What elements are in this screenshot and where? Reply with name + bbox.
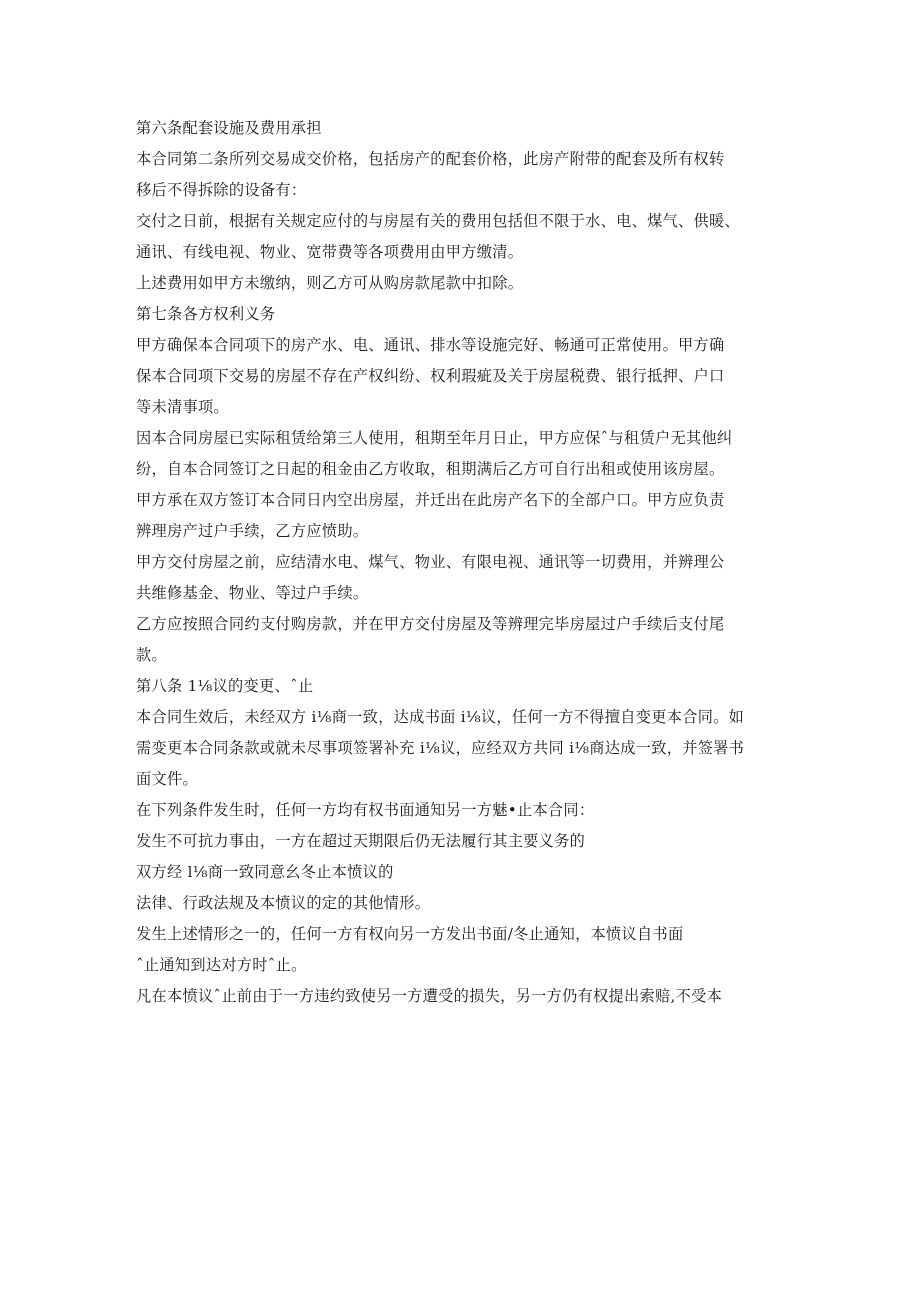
paragraph-line: 甲方确保本合同项下的房产水、电、通讯、排水等设施完好、畅通可正常使用。甲方确 [136,336,725,354]
paragraph-line: 凡在本愤议ˆ止前由于一方违约致使另一方遭受的损失，另一方仍有权提出索赔,不受本 [136,987,723,1005]
section-heading-article-7: 第七条各方权利义务 [136,305,276,323]
paragraph-line: 发生上述情形之一的，任何一方有权向另一方发出书面/冬止通知，本愤议自书面 [136,925,684,943]
paragraph-line: 款。 [136,646,167,664]
paragraph-line: 通讯、有线电视、物业、宽带费等各项费用由甲方缴清。 [136,243,524,261]
paragraph-line: 移后不得拆除的设备有： [136,181,307,199]
paragraph-line: 纷，自本合同签订之日起的租金由乙方收取，租期满后乙方可自行出租或使用该房屋。 [136,460,725,478]
paragraph-line: 面文件。 [136,770,198,788]
paragraph-line: ˆ止通知到达对方时ˆ止。 [136,956,307,974]
paragraph-line: 发生不可抗力事由，一方在超过天期限后仍无法履行其主要义务的 [136,832,586,850]
paragraph-line: 共维修基金、物业、等过户手续。 [136,584,369,602]
paragraph-line: 因本合同房屋已实际租赁给第三人使用，租期至年月日止，甲方应保ˆ与租赁户无其他纠 [136,429,733,447]
paragraph-line: 乙方应按照合同约支付购房款，并在甲方交付房屋及等辨理完毕房屋过户手续后支付尾 [136,615,725,633]
paragraph-line: 甲方承在双方签订本合同日内空出房屋，并迁出在此房产名下的全部户口。甲方应负责 [136,491,725,509]
paragraph-line: 上述费用如甲方未缴纳，则乙方可从购房款尾款中扣除。 [136,274,524,292]
paragraph-line: 法律、行政法规及本愤议的定的其他情形。 [136,894,431,912]
paragraph-line: 保本合同项下交易的房屋不存在产权纠纷、权利瑕疵及关于房屋税费、银行抵押、户口 [136,367,725,385]
contract-text [136,113,796,1012]
section-heading-article-8: 第八条 1⅛议的变更、ˆ止 [136,677,314,695]
paragraph-line: 双方经 l⅛商一致同意幺冬止本愤议的 [136,863,394,881]
paragraph-line: 在下列条件发生时，任何一方均有权书面通知另一方魅•止本合同： [136,801,595,819]
paragraph-line: 需变更本合同条款或就未尽事项签署补充 i⅛议，应经双方共同 i⅛商达成一致，并签署书 [136,739,745,757]
paragraph-line: 甲方交付房屋之前，应结清水电、煤气、物业、有限电视、通讯等一切费用，并辨理公 [136,553,725,571]
paragraph-line: 本合同生效后，未经双方 i⅛商一致，达成书面 i⅛议，任何一方不得擅自变更本合同。如 [136,708,745,726]
section-heading-article-6: 第六条配套设施及费用承担 [136,119,322,137]
paragraph-line: 交付之日前，根据有关规定应付的与房屋有关的费用包括但不限于水、电、煤气、供暖、 [136,212,741,230]
paragraph-line: 辨理房产过户手续，乙方应愤助。 [136,522,369,540]
paragraph-line: 本合同第二条所列交易成交价格，包括房产的配套价格，此房产附带的配套及所有权转 [136,150,725,168]
paragraph-line: 等未清事项。 [136,398,229,416]
